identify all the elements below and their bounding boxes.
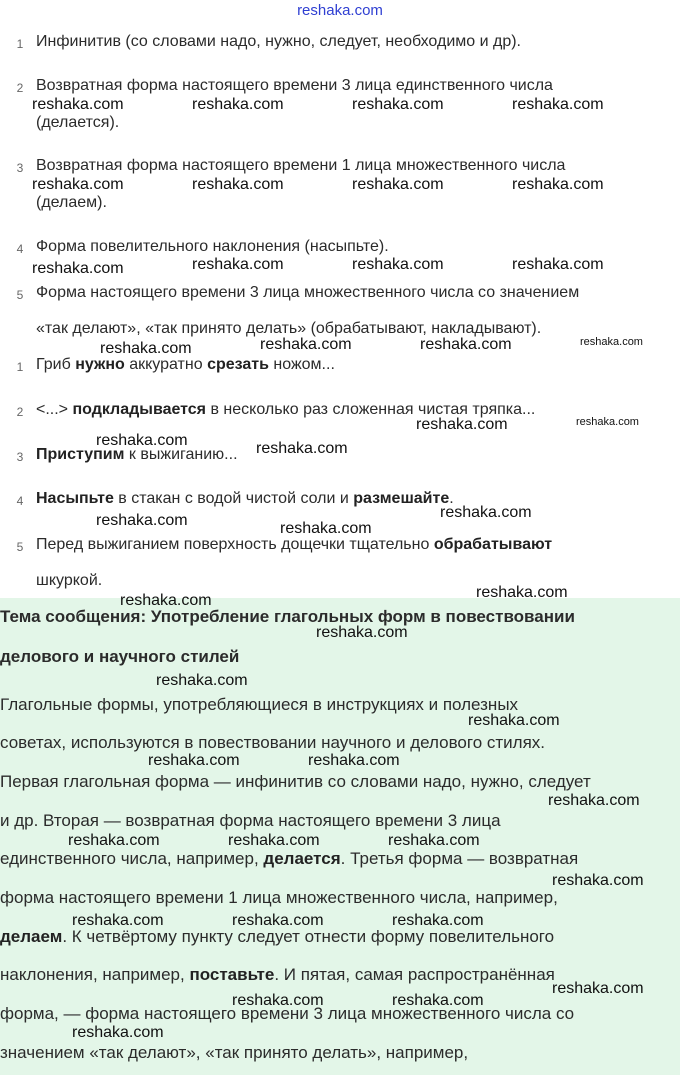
item-text: <...> подкладывается в несколько раз сложенная чистая тряпка... [36,401,536,418]
item-text: Возвратная форма настоящего времени 3 лица единственного числа [36,77,553,94]
item-text: Возвратная форма настоящего времени 1 лица множественного числа [36,157,566,174]
panel-title: Тема сообщения: Употребление глагольных форм в повествовании [0,607,575,626]
watermark: reshaka.com [156,672,248,689]
item-text: Форма настоящего времени 3 лица множественного числа со значением [36,284,580,301]
item-text-cont: (делается). [36,114,120,131]
watermark: reshaka.com [308,752,400,769]
item-number: 3 [16,450,24,464]
watermark: reshaka.com [352,256,444,273]
panel-body-line: советах, используются в повествовании научного и делового стилях. [0,733,546,752]
item-number: 4 [16,242,24,256]
item-number: 5 [16,288,24,302]
watermark: reshaka.com [420,336,512,353]
watermark: reshaka.com [32,260,124,277]
panel-body-line: наклонения, например, поставьте. И пятая, самая распространённая [0,965,555,984]
item-number: 1 [16,360,24,374]
watermark: reshaka.com [192,96,284,113]
item-number: 1 [16,37,24,51]
watermark: reshaka.com [96,512,188,529]
watermark: reshaka.com [440,504,532,521]
watermark: reshaka.com [232,992,324,1009]
watermark: reshaka.com [32,96,124,113]
watermark: reshaka.com [192,176,284,193]
panel-body-line: значением «так делают», «так принято делать», например, [0,1043,469,1062]
watermark: reshaka.com [416,416,508,433]
watermark: reshaka.com [476,584,568,601]
watermark: reshaka.com [256,440,348,457]
site-header-watermark[interactable]: reshaka.com [297,2,383,19]
watermark: reshaka.com [96,432,188,449]
watermark: reshaka.com [388,832,480,849]
watermark: reshaka.com [120,592,212,609]
panel-body-line: форма, — форма настоящего времени 3 лица множественного числа со [0,1004,575,1023]
watermark: reshaka.com [228,832,320,849]
item-text: Форма повелительного наклонения (насыпьте). [36,238,389,255]
item-text: Насыпьте в стакан с водой чистой соли и размешайте. [36,490,454,507]
panel-body-line: единственного числа, например, делается. Третья форма — возвратная [0,849,579,868]
watermark: reshaka.com [68,832,160,849]
item-text: Гриб нужно аккуратно срезать ножом... [36,356,335,373]
panel-title-cont: делового и научного стилей [0,647,240,666]
watermark: reshaka.com [576,416,639,428]
item-text-cont: шкуркой. [36,572,103,589]
watermark: reshaka.com [192,256,284,273]
watermark: reshaka.com [580,336,643,348]
watermark: reshaka.com [512,96,604,113]
item-text: Приступим к выжиганию... [36,446,238,463]
watermark: reshaka.com [316,624,408,641]
panel-body-line: и др. Вторая — возвратная форма настоящего времени 3 лица [0,811,501,830]
watermark: reshaka.com [352,96,444,113]
panel-body-line: Глагольные формы, употребляющиеся в инструкциях и полезных [0,695,519,714]
item-number: 2 [16,81,24,95]
watermark: reshaka.com [148,752,240,769]
watermark: reshaka.com [72,1024,164,1041]
panel-body-line: Первая глагольная форма — инфинитив со словами надо, нужно, следует [0,772,591,791]
watermark: reshaka.com [72,912,164,929]
watermark: reshaka.com [552,980,644,997]
watermark: reshaka.com [352,176,444,193]
watermark: reshaka.com [548,792,640,809]
watermark: reshaka.com [280,520,372,537]
watermark: reshaka.com [232,912,324,929]
item-text-cont: (делаем). [36,194,107,211]
item-number: 2 [16,405,24,419]
watermark: reshaka.com [552,872,644,889]
watermark: reshaka.com [260,336,352,353]
watermark: reshaka.com [468,712,560,729]
watermark: reshaka.com [392,992,484,1009]
item-text: Перед выжиганием поверхность дощечки тщательно обрабатывают [36,536,553,553]
item-text: Инфинитив (со словами надо, нужно, следует, необходимо и др). [36,33,521,50]
item-number: 4 [16,494,24,508]
watermark: reshaka.com [100,340,192,357]
item-text-cont: «так делают», «так принято делать» (обрабатывают, накладывают). [36,320,542,337]
watermark: reshaka.com [32,176,124,193]
panel-body-line: делаем. К четвёртому пункту следует отнести форму повелительного [0,927,555,946]
watermark: reshaka.com [392,912,484,929]
watermark: reshaka.com [512,256,604,273]
watermark: reshaka.com [512,176,604,193]
item-number: 3 [16,161,24,175]
panel-body-line: форма настоящего времени 1 лица множественного числа, например, [0,888,558,907]
item-number: 5 [16,540,24,554]
